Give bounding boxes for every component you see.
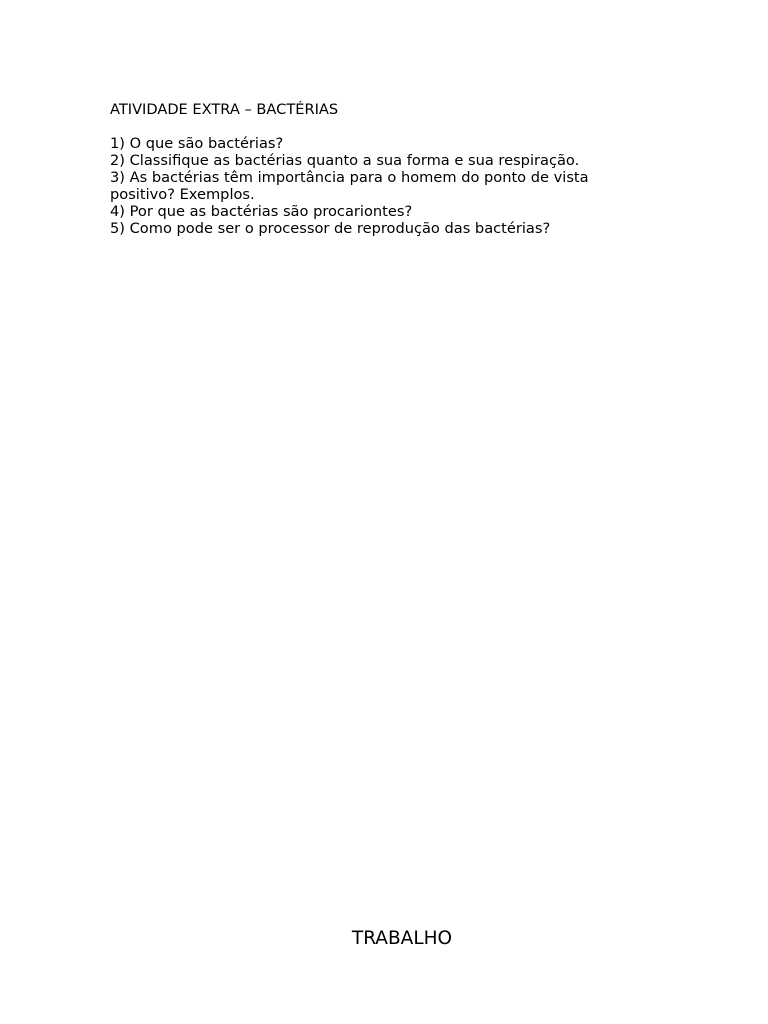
question-list (110, 135, 650, 237)
document-title: ATIVIDADE EXTRA – BACTÉRIAS (110, 101, 339, 118)
question-item-4: 4) Por que as bactérias são procariontes? (110, 203, 413, 220)
footer-label: TRABALHO (351, 928, 453, 949)
question-item-2: 2) Classifique as bactérias quanto a sua forma e sua respiração. (110, 152, 580, 169)
question-item-5: 5) Como pode ser o processor de reprodução das bactérias? (110, 220, 551, 237)
document-body (110, 101, 650, 237)
question-item-1: 1) O que são bactérias? (110, 135, 284, 152)
question-item-3: 3) As bactérias têm importância para o homem do ponto de vista positivo? Exemplos. (110, 169, 589, 203)
